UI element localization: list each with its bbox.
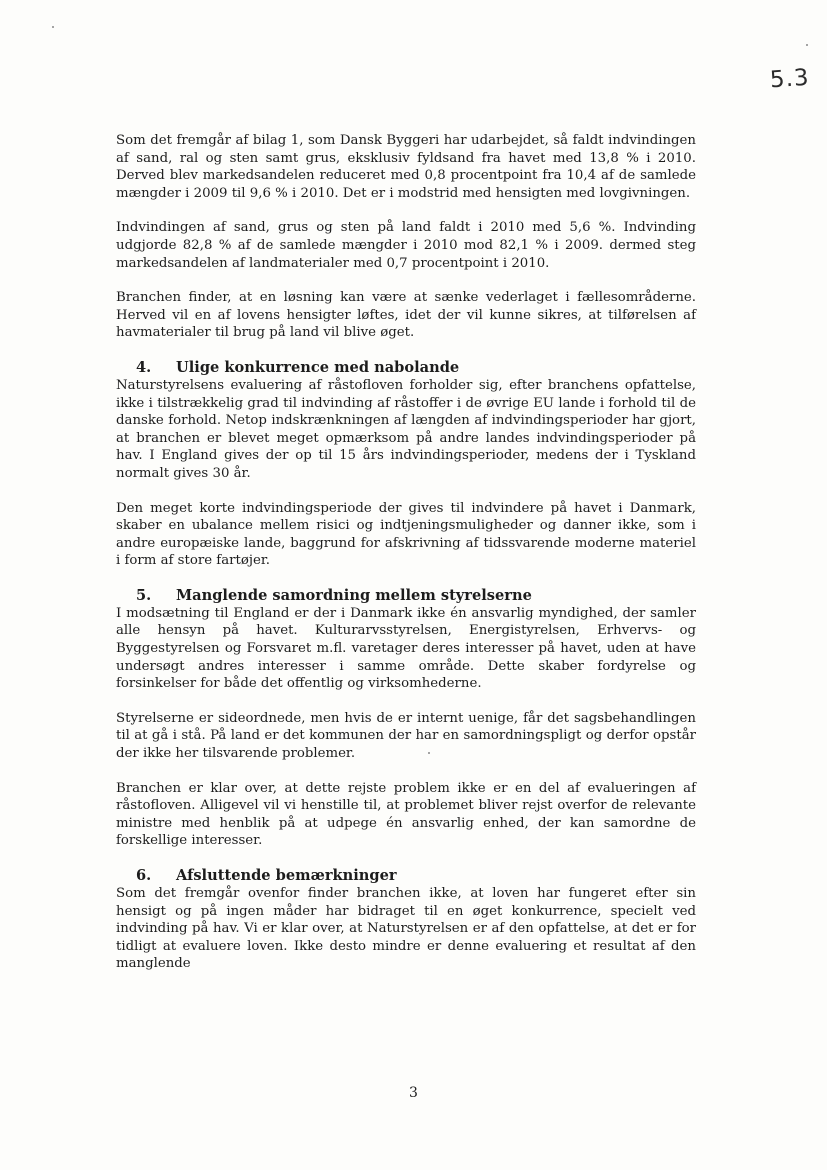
paragraph-market-share-land: Indvindingen af sand, grus og sten på land faldt i 2010 med 5,6 %. Indvinding udgjorde 82,8 % af de samlede mængder i 2010 mod 82,1 % i 2009. dermed steg markedsandelen af landmaterialer med 0,7 procentpoint i 2010. bbox=[116, 220, 696, 271]
section-heading-5 bbox=[116, 587, 696, 605]
paragraph-closing-remarks: Som det fremgår ovenfor finder branchen ikke, at loven har fungeret efter sin hensigt og på ingen måder har bidraget til en øget konkurrence, specielt ved indvinding på hav. Vi er klar over, at Naturstyrelsen er af den opfattelse, at det er for tidligt at evaluere loven. Ikke desto mindre er denne evaluering et resultat af den manglende bbox=[116, 886, 696, 972]
section-number: 4. bbox=[136, 358, 152, 376]
page-number: 3 bbox=[409, 1085, 418, 1101]
paragraph-evaluation-eu: Naturstyrelsens evaluering af råstofloven forholder sig, efter branchens opfattelse, ikke i tilstrækkelig grad til indvinding af råstoffer i de øvrige EU lande i forhold til de danske forhold. Netop indskrænkningen af længden af indvindingsperioder har gjort, at branchen er blevet meget opmærksom på andre landes indvindingsperioder på hav. I England gives der op til 15 års indvindingsperioder, medens der i Tyskland normalt gives 30 år. bbox=[116, 377, 696, 481]
document-body bbox=[116, 132, 696, 973]
section-title: Afsluttende bemærkninger bbox=[176, 867, 397, 884]
scan-speck bbox=[52, 26, 54, 28]
paragraph-no-authority: I modsætning til England er der i Danmark ikke én ansvarlig myndighed, der samler alle hensyn på havet. Kulturarvsstyrelsen, Energistyrelsen, Erhvervs- og Byggestyrelsen og Forsvaret m.fl. varetager deres interesser på havet, uden at have undersøgt andres interesser i samme område. Dette skaber fordyrelse og forsinkelser for både det offentlig og virksomhederne. bbox=[116, 605, 696, 692]
paragraph-short-period: Den meget korte indvindingsperiode der gives til indvindere på havet i Danmark, skaber en ubalance mellem risici og indtjeningsmuligheder og danner ikke, som i andre europæiske lande, baggrund for afskrivning af tidssvarende moderne materiel i form af store fartøjer. bbox=[116, 500, 696, 569]
section-title: Manglende samordning mellem styrelserne bbox=[176, 586, 532, 604]
section-heading-4 bbox=[116, 359, 696, 377]
handwritten-page-marker: 5.3 bbox=[769, 64, 811, 94]
section-heading-6 bbox=[116, 867, 696, 885]
section-number: 6. bbox=[136, 867, 152, 884]
section-number: 5. bbox=[136, 586, 152, 604]
section-title: Ulige konkurrence med nabolande bbox=[176, 358, 460, 376]
paragraph-solution: Branchen finder, at en løsning kan være at sænke vederlaget i fællesområderne. Herved vil en af lovens hensigter løftes, idet der vil kunne sikres, at tilførelsen af havmaterialer til brug på land vil blive øget. bbox=[116, 290, 696, 341]
paragraph-market-share-sea: Som det fremgår af bilag 1, som Dansk Byggeri har udarbejdet, så faldt indvindingen af sand, ral og sten samt grus, eksklusiv fyldsand fra havet med 13,8 % i 2010. Derved blev markedsandelen reduceret med 0,8 procentpoint fra 10,4 af de samlede mængder i 2009 til 9,6 % i 2010. Det er i modstrid med hensigten med lovgivningen. bbox=[116, 133, 696, 201]
scan-speck bbox=[806, 44, 808, 46]
paragraph-agencies-coordinate: Styrelserne er sideordnede, men hvis de er internt uenige, får det sagsbehandlingen til at gå i stå. På land er det kommunen der har en samordningspligt og derfor opstår der ikke her tilsvarende problemer. bbox=[116, 710, 696, 762]
paragraph-branch-aware: Branchen er klar over, at dette rejste problem ikke er en del af evalueringen af råstofloven. Alligevel vil vi henstille til, at problemet bliver rejst overfor de relevante ministre med henblik på at udpege én ansvarlig enhed, der kan samordne de forskellige interesser. bbox=[116, 780, 696, 849]
